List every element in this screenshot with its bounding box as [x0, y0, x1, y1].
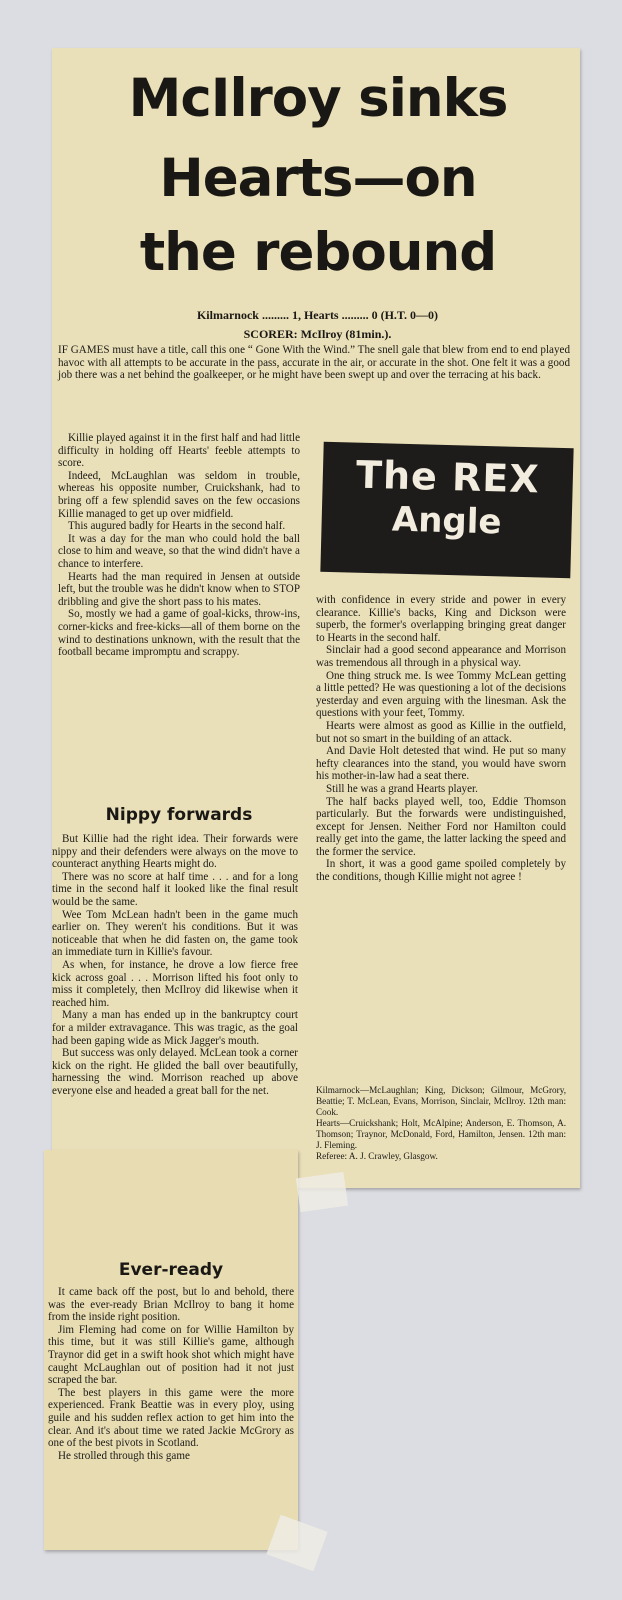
left-column-c	[48, 1286, 294, 1462]
paragraph: Indeed, McLaughlan was seldom in trouble, whereas his opposite number, Cruickshank, had to bring off a few splendid saves on the few occasions Killie managed to get up over midfield.	[58, 469, 300, 520]
paragraph: And Davie Holt detested that wind. He put so many hefty clearances into the stand, you would have sworn his mother-in-law had a seat there.	[316, 745, 566, 783]
hearts-lineup: Hearts—Cruickshank; Holt, McAlpine; Anderson, E. Thomson, A. Thomson; Traynor, McDonald, Ford, Hamilton, Jensen. 12th man: J. Fleming.	[316, 1118, 566, 1150]
paragraph: Many a man has ended up in the bankruptcy court for a milder extravagance. This was tragic, as the goal had been gaping wide as Mick Jagger's mouth.	[52, 1009, 298, 1047]
paragraph: One thing struck me. Is wee Tommy McLean getting a little petted? He was questioning a lot of the decisions yesterday and even arguing with the linesman. Ask the questions with your feet, Tommy.	[316, 669, 566, 720]
referee: Referee: A. J. Crawley, Glasgow.	[316, 1151, 438, 1161]
rex-angle-logo	[320, 442, 573, 578]
paragraph: It was a day for the man who could hold the ball close to him and weave, so that the wind didn't have a chance to interfere.	[58, 532, 300, 570]
headline-line-1: McIlroy sinks	[128, 68, 508, 129]
rex-title: The REX	[355, 452, 541, 502]
subheading-ever-ready: Ever-ready	[118, 1260, 224, 1280]
paragraph: The best players in this game were the more experienced. Frank Beattie was in every ploy, using guile and his sudden reflex action to get him into the clear. And it's about time we rated Jackie McGrory as one of the best pivots in Scotland.	[48, 1386, 294, 1450]
subheading-nippy-forwards: Nippy forwards	[105, 805, 253, 825]
scoreline: Kilmarnock ......... 1, Hearts ......... 0 (H.T. 0—0)	[196, 308, 439, 322]
sticky-tape	[296, 1172, 348, 1212]
paragraph: In short, it was a good game spoiled completely by the conditions, though Killie might not agree !	[316, 858, 566, 884]
paragraph: The half backs played well, too, Eddie Thomson particularly. But the forwards were undistinguished, except for Jensen. Neither Ford nor Hamilton could really get into the game, the latter lacking the speed and the former the service.	[316, 795, 566, 858]
paragraph: As when, for instance, he drove a low fierce free kick across goal . . . Morrison lifted his foot only to miss it completely, then McIlroy did likewise when it reached him.	[52, 958, 298, 1009]
paragraph: He strolled through this game	[58, 1449, 190, 1462]
paragraph: Hearts had the man required in Jensen at outside left, but the trouble was he didn't know when to STOP dribbling and give the short pass to his mates.	[58, 570, 300, 608]
paragraph: It came back off the post, but lo and behold, there was the ever-ready Brian McIlroy to bang it home from the inside right position.	[48, 1286, 294, 1324]
paragraph: Jim Fleming had come on for Willie Hamilton by this time, but it was still Killie's game, although Traynor did get in a swift hook shot which might have caught McLaughlan out of position had it not just scraped the bar.	[48, 1323, 294, 1387]
paragraph: Sinclair had a good second appearance and Morrison was tremendous all through in a physical way.	[316, 644, 566, 669]
paragraph: with confidence in every stride and power in every clearance. Killie's backs, King and Dickson were superb, the former's overlapping bringing great danger to Hearts in the second half.	[316, 594, 566, 644]
scorer: SCORER: McIlroy (81min.).	[243, 327, 392, 341]
paragraph: Hearts were almost as good as Killie in the outfield, but not so smart in the building of an attack.	[316, 719, 566, 745]
paragraph: But success was only delayed. McLean took a corner kick on the right. He glided the ball over beautifully, harnessing the wind. Morrison reached up above everyone else and headed a great ball for the net.	[52, 1047, 298, 1097]
team-lineups	[316, 1085, 566, 1162]
paragraph: This augured badly for Hearts in the second half.	[68, 520, 286, 533]
rex-subtitle: Angle	[391, 499, 502, 543]
paragraph: Still he was a grand Hearts player.	[326, 782, 478, 795]
intro-paragraph	[58, 344, 570, 382]
paragraph: But Killie had the right idea. Their forwards were nippy and their defenders were always on the move to counteract anything Hearts might do.	[52, 833, 298, 871]
headline-line-2: Hearts—on	[159, 148, 477, 209]
intro-text: IF GAMES must have a title, call this one “ Gone With the Wind.” The snell gale that blew from end to end played havoc with all attempts to be accurate in the pass, accurate in the air, or accurate in the shot. One felt it was a good job there was a net behind the goalkeeper, or he might have been swept up and over the terracing at his back.	[58, 344, 570, 382]
paragraph: Wee Tom McLean hadn't been in the game much earlier on. They weren't his conditions. But it was noticeable that when he did fasten on, the game took an immediate turn in Killie's favour.	[52, 908, 298, 959]
paragraph: There was no score at half time . . . and for a long time in the second half it looked like the final result would be the same.	[52, 870, 298, 908]
kilmarnock-lineup: Kilmarnock—McLaughlan; King, Dickson; Gilmour, McGrory, Beattie; T. McLean, Evans, Morrison, Sinclair, McIlroy. 12th man: Cook.	[316, 1085, 566, 1117]
paragraph: Killie played against it in the first half and had little difficulty in holding off Hearts' feeble attempts to score.	[58, 432, 300, 470]
paragraph: So, mostly we had a game of goal-kicks, throw-ins, corner-kicks and free-kicks—all of them borne on the wind to destinations unknown, with the result that the football became impromptu and scrappy.	[58, 608, 300, 659]
headline-line-3: the rebound	[139, 222, 497, 283]
right-column	[316, 594, 566, 884]
left-column-a	[58, 432, 300, 659]
left-column-b	[52, 833, 298, 1097]
